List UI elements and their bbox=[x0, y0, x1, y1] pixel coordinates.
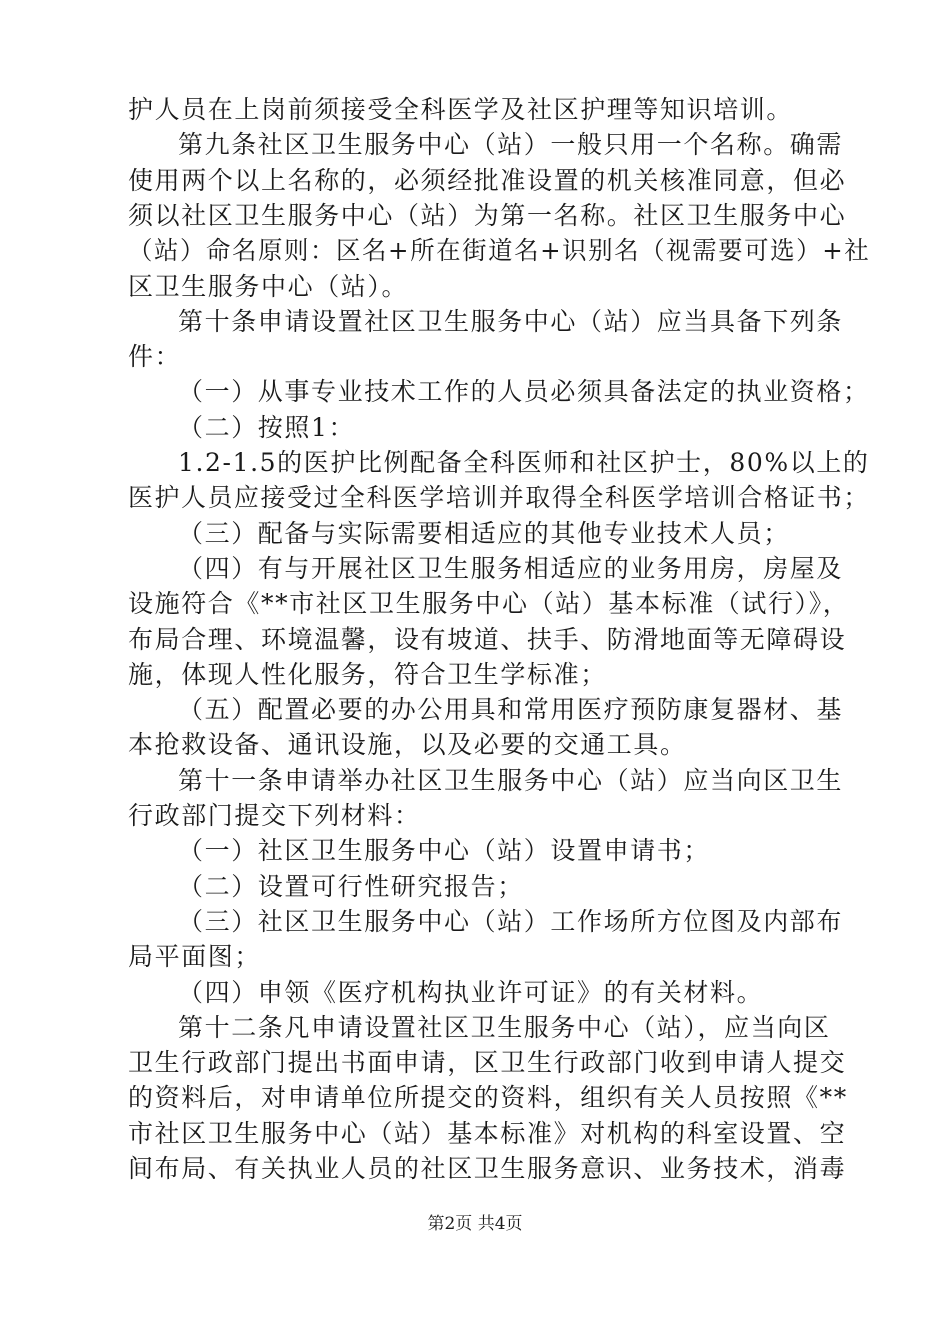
text-line: 1.2-1.5的医护比例配备全科医师和社区护士，80%以上的 bbox=[178, 448, 870, 477]
text-line: 设施符合《**市社区卫生服务中心（站）基本标准（试行）》， bbox=[128, 589, 850, 619]
text-line: 第九条社区卫生服务中心（站）一般只用一个名称。确需 bbox=[178, 130, 844, 160]
text-line: 护人员在上岗前须接受全科医学及社区护理等知识培训。 bbox=[128, 95, 794, 124]
text-line: 医护人员应接受过全科医学培训并取得全科医学培训合格证书； bbox=[128, 483, 870, 513]
text-line: 行政部门提交下列材料： bbox=[128, 801, 421, 830]
text-line: 卫生行政部门提出书面申请，区卫生行政部门收到申请人提交 bbox=[128, 1048, 847, 1078]
text-line: （一）社区卫生服务中心（站）设置申请书； bbox=[178, 836, 711, 866]
text-line: 的资料后，对申请单位所提交的资料，组织有关人员按照《** bbox=[128, 1083, 848, 1113]
text-line: 间布局、有关执业人员的社区卫生服务意识、业务技术，消毒 bbox=[128, 1154, 847, 1183]
text-line: （五）配置必要的办公用具和常用医疗预防康复器材、基 bbox=[178, 695, 844, 725]
text-line: 施，体现人性化服务，符合卫生学标准； bbox=[128, 659, 607, 689]
text-line: 区卫生服务中心（站）。 bbox=[128, 271, 409, 301]
page-footer: 第2页 共4页 bbox=[427, 1214, 523, 1235]
text-line: （二）按照1： bbox=[178, 412, 356, 442]
text-line: 使用两个以上名称的，必须经批准设置的机关核准同意，但必 bbox=[128, 165, 847, 195]
text-line: 市社区卫生服务中心（站）基本标准》对机构的科室设置、空 bbox=[128, 1118, 847, 1148]
text-line: （一）从事专业技术工作的人员必须具备法定的执业资格； bbox=[178, 377, 870, 407]
text-line: （三）社区卫生服务中心（站）工作场所方位图及内部布 bbox=[178, 906, 844, 936]
text-line: 件： bbox=[128, 342, 182, 372]
text-line: （站）命名原则：区名+所在街道名+识别名（视需要可选）+社 bbox=[128, 236, 871, 266]
text-line: 须以社区卫生服务中心（站）为第一名称。社区卫生服务中心 bbox=[128, 200, 847, 230]
text-line: 第十二条凡申请设置社区卫生服务中心（站），应当向区 bbox=[178, 1012, 831, 1042]
text-line: （三）配备与实际需要相适应的其他专业技术人员； bbox=[178, 518, 790, 548]
text-line: 本抢救设备、通讯设施，以及必要的交通工具。 bbox=[128, 730, 687, 760]
text-line: 局平面图； bbox=[128, 942, 262, 972]
text-line: 第十条申请设置社区卫生服务中心（站）应当具备下列条 bbox=[178, 306, 844, 336]
text-line: （四）有与开展社区卫生服务相适应的业务用房，房屋及 bbox=[178, 553, 844, 583]
text-line: （二）设置可行性研究报告； bbox=[178, 871, 524, 901]
text-line: 第十一条申请举办社区卫生服务中心（站）应当向区卫生 bbox=[178, 765, 844, 795]
text-line: 布局合理、环境温馨，设有坡道、扶手、防滑地面等无障碍设 bbox=[128, 624, 847, 654]
text-line: （四）申领《医疗机构执业许可证》的有关材料。 bbox=[178, 977, 764, 1007]
